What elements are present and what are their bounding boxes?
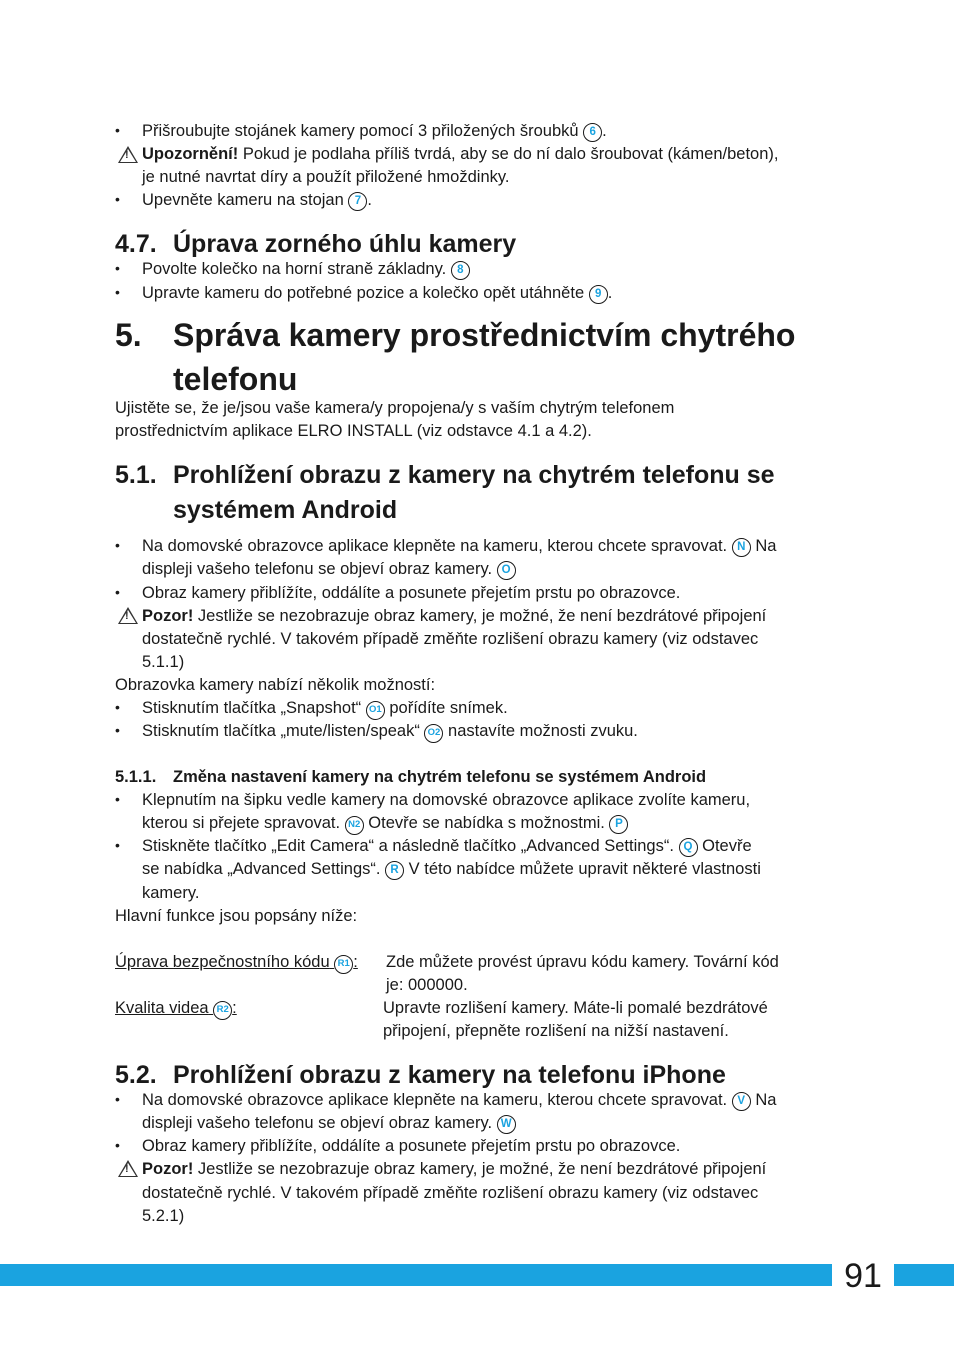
section-number: 4.7. — [115, 230, 157, 258]
warning-text-cont: je nutné navrtat díry a použít přiložené hmoždinky. — [142, 168, 510, 186]
function-description: Upravte rozlišení kamery. Máte-li pomalé bezdrátové — [383, 999, 768, 1017]
bullet: • — [115, 584, 120, 600]
list-item-text: Na — [750, 1091, 777, 1109]
callout-badge: N2 — [345, 816, 364, 835]
bullet: • — [115, 699, 120, 715]
list-item — [142, 120, 607, 143]
colon: : — [353, 953, 358, 971]
bullet: • — [115, 791, 120, 807]
list-item-text: pořídíte snímek. — [384, 699, 508, 717]
list-item-cont — [142, 812, 628, 835]
list-item — [142, 835, 752, 858]
function-description-cont: je: 000000. — [386, 976, 468, 994]
section-heading — [115, 1058, 726, 1092]
callout-badge: 7 — [348, 192, 367, 211]
list-item-text: Na domovské obrazovce aplikace klepněte na kameru, kterou chcete spravovat. — [142, 1091, 728, 1109]
list-item-text: se nabídka „Advanced Settings“. — [142, 860, 381, 878]
bullet: • — [115, 122, 120, 138]
list-item — [142, 697, 508, 720]
warning-text-cont: 5.2.1) — [142, 1207, 185, 1225]
bullet: • — [115, 260, 120, 276]
callout-badge: 6 — [583, 123, 602, 142]
chapter-title-line2: telefonu — [173, 361, 298, 397]
list-item — [142, 189, 372, 212]
list-item-text: Stisknutím tlačítka „Snapshot“ — [142, 699, 362, 717]
paragraph: prostřednictvím aplikace ELRO INSTALL (viz odstavce 4.1 a 4.2). — [115, 422, 592, 440]
warning-note — [142, 1158, 766, 1181]
warning-text-cont: dostatečně rychlé. V takovém případě změňte rozlišení obrazu kamery (viz odstavec — [142, 630, 759, 648]
warning-label: Upozornění! — [142, 145, 239, 163]
list-item — [142, 282, 612, 305]
function-term — [115, 997, 237, 1020]
list-item: Obraz kamery přiblížíte, oddálíte a posunete přejetím prstu po obrazovce. — [142, 1137, 681, 1155]
list-item-text: Upravte kameru do potřebné pozice a kolečko opět utáhněte — [142, 284, 585, 302]
list-item-text: displeji vašeho telefonu se objeví obraz kamery. — [142, 560, 493, 578]
list-item-text: Na — [750, 537, 777, 555]
list-item — [142, 1089, 776, 1112]
list-item: Obraz kamery přiblížíte, oddálíte a posunete přejetím prstu po obrazovce. — [142, 584, 681, 602]
callout-badge: R1 — [334, 955, 353, 974]
subsection-heading — [115, 766, 707, 789]
page-number: 91 — [832, 1256, 894, 1296]
bullet: • — [115, 1137, 120, 1153]
warning-text: Jestliže se nezobrazuje obraz kamery, je možné, že není bezdrátové připojení — [193, 1160, 767, 1178]
period: . — [607, 284, 613, 302]
warning-text-cont: 5.1.1) — [142, 653, 185, 671]
function-description: Zde můžete provést úpravu kódu kamery. Tovární kód — [386, 953, 779, 971]
callout-badge: O1 — [366, 701, 385, 720]
section-title: Úprava zorného úhlu kamery — [173, 230, 517, 258]
warning-text: Jestliže se nezobrazuje obraz kamery, je možné, že není bezdrátové připojení — [193, 607, 767, 625]
callout-badge: O2 — [424, 724, 443, 743]
list-item-text: Otevře — [697, 837, 752, 855]
warning-text-cont: dostatečně rychlé. V takovém případě změňte rozlišení obrazu kamery (viz odstavec — [142, 1184, 759, 1202]
paragraph: Hlavní funkce jsou popsány níže: — [115, 907, 358, 925]
list-item-text: Přišroubujte stojánek kamery pomocí 3 přiložených šroubků — [142, 122, 579, 140]
callout-badge: W — [497, 1115, 516, 1134]
warning-label: Pozor! — [142, 1160, 194, 1178]
list-item-cont — [142, 1112, 516, 1135]
function-label: Kvalita videa — [115, 999, 209, 1017]
warning-text: Pokud je podlaha příliš tvrdá, aby se do ní dalo šroubovat (kámen/beton), — [238, 145, 779, 163]
section-heading — [115, 227, 517, 261]
chapter-number: 5. — [115, 317, 142, 353]
callout-badge: N — [732, 538, 751, 557]
callout-badge: R — [385, 861, 404, 880]
list-item-text: displeji vašeho telefonu se objeví obraz kamery. — [142, 1114, 493, 1132]
list-item-text: nastavíte možnosti zvuku. — [443, 722, 638, 740]
callout-badge: V — [732, 1092, 751, 1111]
bullet: • — [115, 722, 120, 738]
bullet: • — [115, 837, 120, 853]
list-item — [142, 258, 470, 281]
list-item — [142, 720, 638, 743]
footer-bar — [0, 1264, 954, 1286]
subsection-number: 5.1.1. — [115, 768, 157, 786]
section-number: 5.2. — [115, 1061, 157, 1089]
paragraph: Ujistěte se, že je/jsou vaše kamera/y propojena/y s vaším chytrým telefonem — [115, 399, 675, 417]
function-term — [115, 951, 358, 974]
chapter-heading — [115, 313, 796, 397]
list-item-text: V této nabídce můžete upravit některé vlastnosti — [404, 860, 761, 878]
function-label: Úprava bezpečnostního kódu — [115, 953, 330, 971]
period: . — [602, 122, 607, 140]
warning-icon — [118, 1160, 138, 1177]
bullet: • — [115, 1091, 120, 1107]
section-number: 5.1. — [115, 461, 157, 489]
warning-icon — [118, 607, 138, 624]
callout-badge: O — [497, 561, 516, 580]
function-description-cont: připojení, přepněte rozlišení na nižší nastavení. — [383, 1022, 729, 1040]
list-item-text: Upevněte kameru na stojan — [142, 191, 344, 209]
section-title: Prohlížení obrazu z kamery na telefonu iPhone — [173, 1061, 726, 1089]
callout-badge: Q — [679, 838, 698, 857]
period: . — [367, 191, 372, 209]
callout-badge: P — [609, 815, 628, 834]
list-item-cont — [142, 858, 761, 881]
warning-icon — [118, 146, 138, 163]
list-item: Klepnutím na šipku vedle kamery na domovské obrazovce aplikace zvolíte kameru, — [142, 791, 751, 809]
subsection-title: Změna nastavení kamery na chytrém telefonu se systémem Android — [173, 768, 707, 786]
list-item-cont — [142, 558, 516, 581]
callout-badge: 9 — [589, 285, 608, 304]
list-item-text: Povolte kolečko na horní straně základny. — [142, 260, 447, 278]
chapter-title-line1: Správa kamery prostřednictvím chytrého — [173, 317, 796, 353]
list-item-text: Stisknutím tlačítka „mute/listen/speak“ — [142, 722, 420, 740]
warning-note — [142, 143, 779, 166]
colon: : — [232, 999, 237, 1017]
bullet: • — [115, 191, 120, 207]
list-item-text: kterou si přejete spravovat. — [142, 814, 341, 832]
list-item-cont: kamery. — [142, 884, 200, 902]
list-item-text: Stiskněte tlačítko „Edit Camera“ a následně tlačítko „Advanced Settings“. — [142, 837, 674, 855]
warning-label: Pozor! — [142, 607, 194, 625]
callout-badge: R2 — [213, 1001, 232, 1020]
paragraph: Obrazovka kamery nabízí několik možností: — [115, 676, 436, 694]
list-item-text: Na domovské obrazovce aplikace klepněte na kameru, kterou chcete spravovat. — [142, 537, 728, 555]
list-item-text: Otevře se nabídka s možnostmi. — [363, 814, 605, 832]
bullet: • — [115, 537, 120, 553]
section-title-line1: Prohlížení obrazu z kamery na chytrém telefonu se — [173, 461, 775, 489]
warning-note — [142, 605, 766, 628]
section-heading — [115, 458, 775, 524]
section-title-line2: systémem Android — [173, 496, 398, 524]
callout-badge: 8 — [451, 261, 470, 280]
bullet: • — [115, 284, 120, 300]
list-item — [142, 535, 776, 558]
